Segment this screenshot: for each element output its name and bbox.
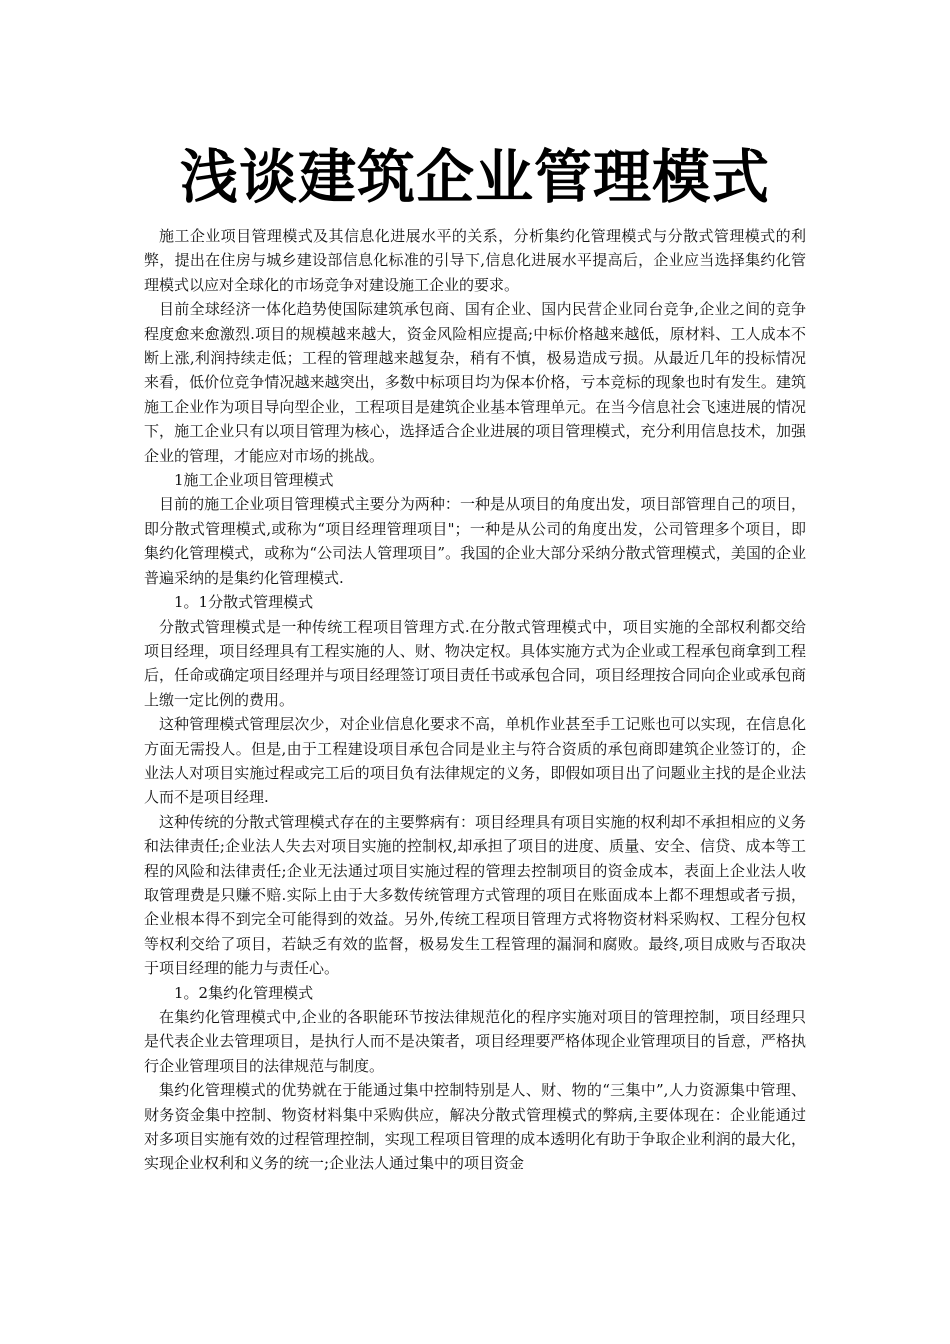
paragraph-abstract: 施工企业项目管理模式及其信息化进展水平的关系，分析集约化管理模式与分散式管理模式的利弊，提出在住房与城乡建设部信息化标准的引导下,信息化进展水平提高后，企业应当选择集约化管理模式以应对全球化的市场竞争对建设施工企业的要求。	[144, 227, 806, 294]
section-heading-1-1: 1。1分散式管理模式	[174, 593, 314, 612]
paragraph-decentralized-definition: 分散式管理模式是一种传统工程项目管理方式.在分散式管理模式中，项目实施的全部权利都交给项目经理，项目经理具有工程实施的人、财、物决定权。具体实施方式为企业或工程承包商拿到工程后，任命或确定项目经理并与项目经理签订项目责任书或承包合同，项目经理按合同向企业或承包商上缴一定比例的费用。	[144, 617, 806, 709]
document-title: 浅谈建筑企业管理模式	[179, 143, 770, 211]
paragraph-mode-overview: 目前的施工企业项目管理模式主要分为两种：一种是从项目的角度出发，项目部管理自己的项目，即分散式管理模式,或称为“项目经理管理项目"；一种是从公司的角度出发，公司管理多个项目，即集约化管理模式，或称为“公司法人管理项目”。我国的企业大部分采纳分散式管理模式，美国的企业普遍采纳的是集约化管理模式.	[144, 495, 806, 587]
paragraph-decentralized-features: 这种管理模式管理层次少，对企业信息化要求不高，单机作业甚至手工记账也可以实现，在信息化方面无需投人。但是,由于工程建设项目承包合同是业主与符合资质的承包商即建筑企业签订的，企业法人对项目实施过程或完工后的项目负有法律规定的义务，即假如项目出了问题业主找的是企业法人而不是项目经理.	[144, 715, 806, 807]
paragraph-intensive-definition: 在集约化管理模式中,企业的各职能环节按法律规范化的程序实施对项目的管理控制，项目经理只是代表企业去管理项目，是执行人而不是决策者，项目经理要严格体现企业管理项目的旨意，严格执行企业管理项目的法律规范与制度。	[144, 1008, 806, 1075]
paragraph-intensive-advantages: 集约化管理模式的优势就在于能通过集中控制特别是人、财、物的“三集中”,人力资源集中管理、财务资金集中控制、物资材料集中采购供应，解决分散式管理模式的弊病,主要体现在：企业能通过对多项目实施有效的过程管理控制，实现工程项目管理的成本透明化有助于争取企业利润的最大化，实现企业权利和义务的统一;企业法人通过集中的项目资金	[144, 1081, 806, 1173]
document-body	[144, 224, 806, 1176]
paragraph-decentralized-drawbacks: 这种传统的分散式管理模式存在的主要弊病有：项目经理具有项目实施的权利却不承担相应的义务和法律责任;企业法人失去对项目实施的控制权,却承担了项目的进度、质量、安全、信贷、成本等工程的风险和法律责任;企业无法通过项目实施过程的管理去控制项目的资金成本，表面上企业法人收取管理费是只赚不赔.实际上由于大多数传统管理方式管理的项目在账面成本上都不理想或者亏损，企业根本得不到完全可能得到的效益。另外,传统工程项目管理方式将物资材料采购权、工程分包权等权利交给了项目，若缺乏有效的监督，极易发生工程管理的漏洞和腐败。最终,项目成败与否取决于项目经理的能力与责任心。	[144, 812, 806, 978]
paragraph-background: 目前全球经济一体化趋势使国际建筑承包商、国有企业、国内民营企业同台竞争,企业之间的竞争程度愈来愈激烈.项目的规模越来越大，资金风险相应提高;中标价格越来越低，原材料、工人成本不断上涨,利润持续走低；工程的管理越来越复杂，稍有不慎，极易造成亏损。从最近几年的投标情况来看，低价位竞争情况越来越突出，多数中标项目均为保本价格，亏本竞标的现象也时有发生。建筑施工企业作为项目导向型企业，工程项目是建筑企业基本管理单元。在当今信息社会飞速进展的情况下，施工企业只有以项目管理为核心，选择适合企业进展的项目管理模式，充分利用信息技术，加强企业的管理，才能应对市场的挑战。	[144, 300, 806, 465]
section-heading-1: 1施工企业项目管理模式	[174, 471, 334, 490]
section-heading-1-2: 1。2集约化管理模式	[174, 983, 314, 1002]
